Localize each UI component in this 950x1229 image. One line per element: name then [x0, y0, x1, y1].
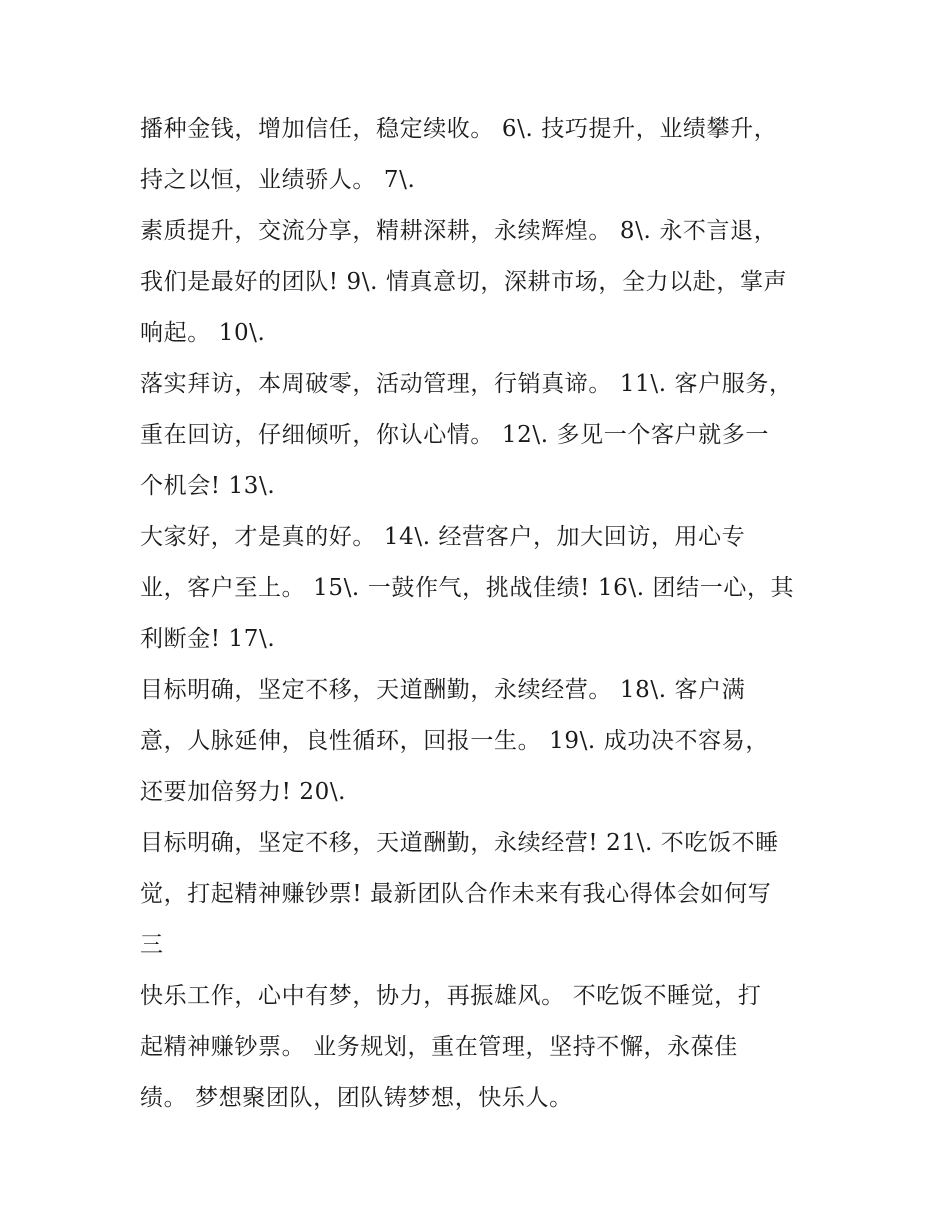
text-line: 大家好，才是真的好。 14\. 经营客户，加大回访，用心专	[140, 524, 746, 550]
text-line: 素质提升，交流分享，精耕深耕，永续辉煌。 8\. 永不言退，	[140, 218, 778, 244]
text-line: 利断金! 17\.	[140, 626, 276, 652]
text-line: 个机会! 13\.	[140, 473, 276, 499]
text-line: 绩。 梦想聚团队，团队铸梦想，快乐人。	[140, 1085, 573, 1111]
text-line: 觉，打起精神赚钞票! 最新团队合作未来有我心得体会如何写	[140, 881, 772, 907]
text-line: 快乐工作，心中有梦，协力，再振雄风。 不吃饭不睡觉，打	[140, 983, 762, 1009]
text-line: 持之以恒，业绩骄人。 7\.	[140, 167, 416, 193]
text-line: 业，客户至上。 15\. 一鼓作气，挑战佳绩! 16\. 团结一心，其	[140, 575, 795, 601]
text-line: 还要加倍努力! 20\.	[140, 779, 347, 805]
text-line: 三	[140, 932, 164, 958]
text-line: 目标明确，坚定不移，天道酬勤，永续经营。 18\. 客户满	[140, 677, 746, 703]
document-body	[140, 104, 820, 1124]
text-line: 我们是最好的团队! 9\. 情真意切，深耕市场，全力以赴，掌声	[140, 269, 788, 295]
text-line: 重在回访，仔细倾听，你认心情。 12\. 多见一个客户就多一	[140, 422, 769, 448]
text-line: 起精神赚钞票。 业务规划，重在管理，坚持不懈，永葆佳	[140, 1034, 738, 1060]
text-line: 意，人脉延伸，良性循环，回报一生。 19\. 成功决不容易，	[140, 728, 769, 754]
text-line: 落实拜访，本周破零，活动管理，行销真谛。 11\. 客户服务，	[140, 371, 793, 397]
text-line: 响起。 10\.	[140, 320, 266, 346]
text-line: 播种金钱，增加信任，稳定续收。 6\. 技巧提升，业绩攀升，	[140, 116, 778, 142]
text-line: 目标明确，坚定不移，天道酬勤，永续经营! 21\. 不吃饭不睡	[140, 830, 779, 856]
